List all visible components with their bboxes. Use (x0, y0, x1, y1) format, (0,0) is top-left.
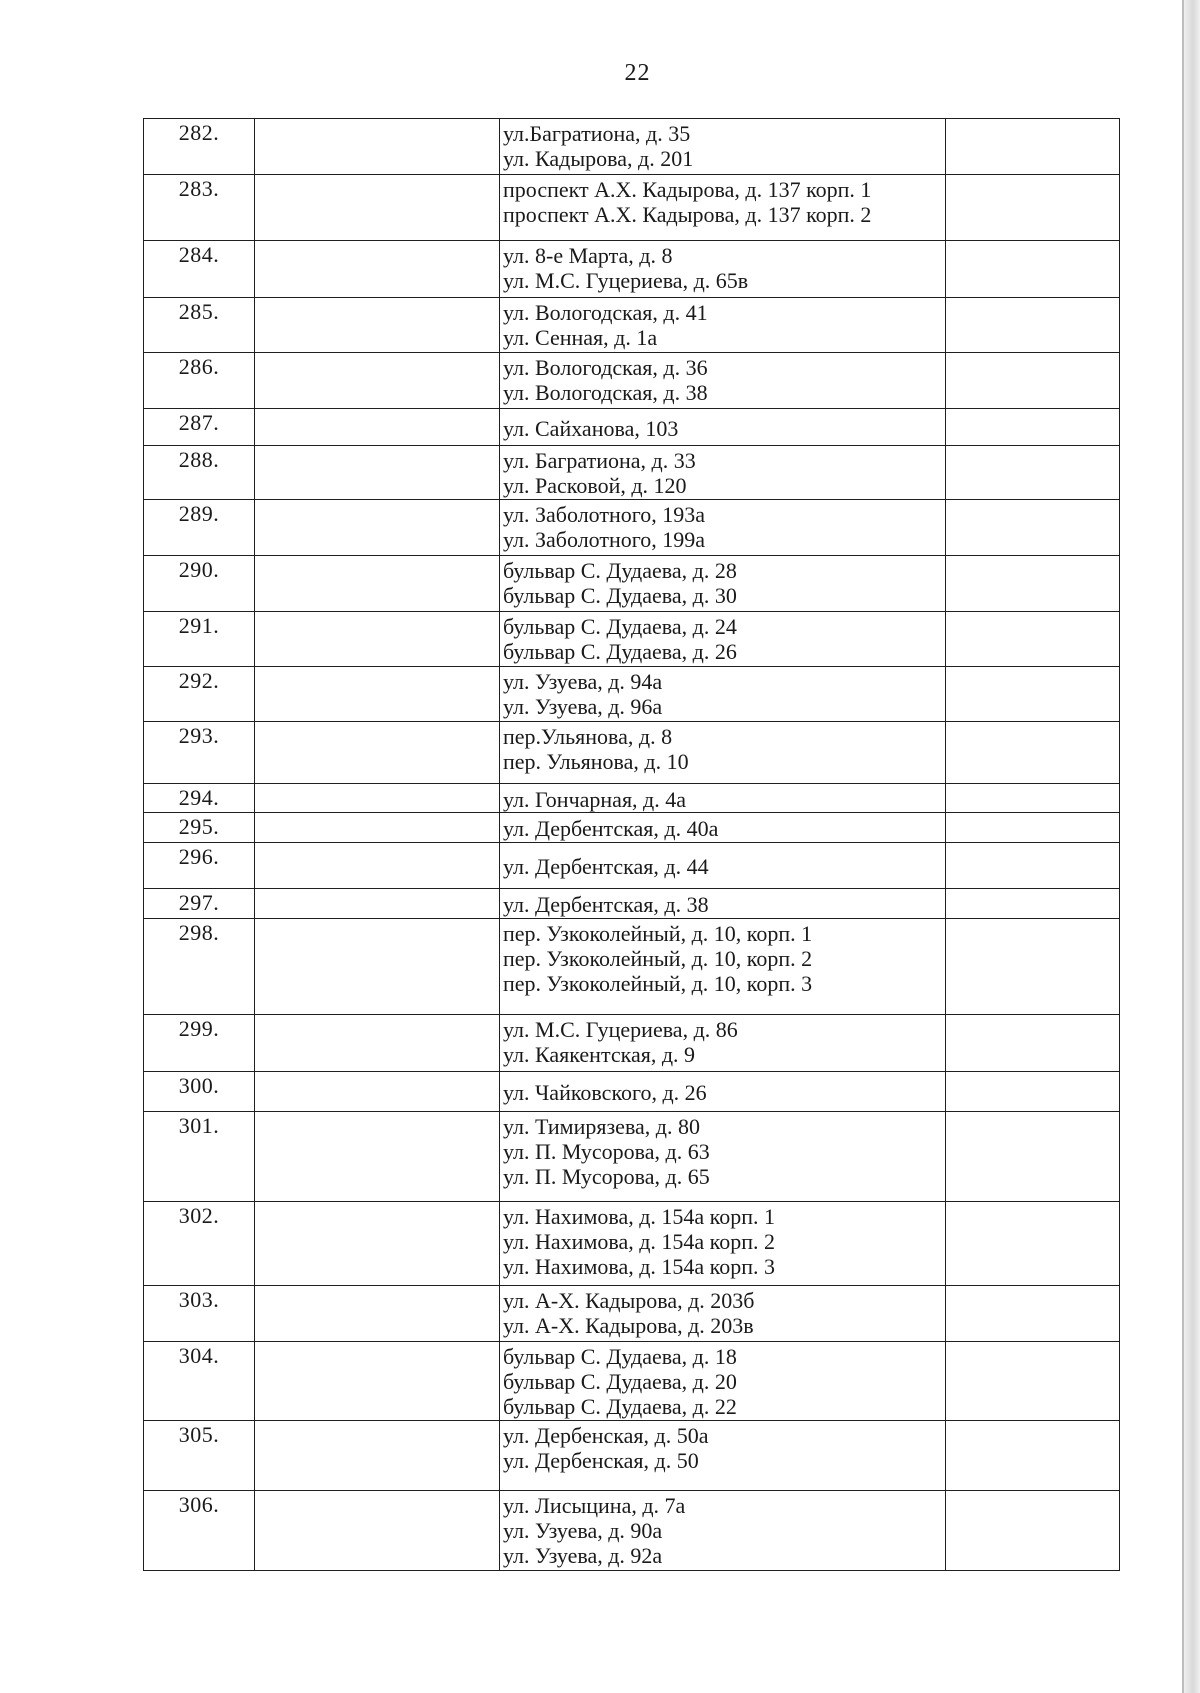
empty-cell (255, 556, 500, 612)
empty-cell (946, 500, 1120, 556)
address-line: пер. Узкоколейный, д. 10, корп. 1 (503, 921, 813, 946)
row-number: 301. (144, 1112, 255, 1202)
address-table (143, 118, 1120, 1571)
address-cell (500, 1421, 946, 1491)
address-line: ул. Дербенская, д. 50 (503, 1448, 699, 1473)
row-number: 293. (144, 722, 255, 784)
address-line: ул. Чайковского, д. 26 (503, 1080, 707, 1105)
table-row (144, 889, 1120, 919)
address-line: бульвар С. Дудаева, д. 26 (503, 639, 737, 664)
address-cell (500, 1112, 946, 1202)
address-line: бульвар С. Дудаева, д. 24 (503, 614, 737, 639)
address-line: ул. Гончарная, д. 4а (503, 786, 687, 812)
empty-cell (946, 1286, 1120, 1342)
scan-page-edge (1182, 0, 1200, 1693)
address-line: ул. П. Мусорова, д. 63 (503, 1139, 710, 1164)
address-line: пер. Узкоколейный, д. 10, корп. 3 (503, 971, 813, 996)
row-number: 290. (144, 556, 255, 612)
empty-cell (255, 1202, 500, 1286)
row-number: 297. (144, 889, 255, 919)
empty-cell (946, 919, 1120, 1015)
row-number: 289. (144, 500, 255, 556)
address-line: ул. А-Х. Кадырова, д. 203б (503, 1288, 755, 1313)
address-line: ул. Нахимова, д. 154а корп. 2 (503, 1229, 776, 1254)
address-cell (500, 919, 946, 1015)
empty-cell (946, 175, 1120, 241)
empty-cell (946, 722, 1120, 784)
table-row (144, 1015, 1120, 1072)
table-row (144, 353, 1120, 409)
empty-cell (255, 1072, 500, 1112)
scan-edge-shadow (1182, 0, 1184, 1693)
address-cell (500, 889, 946, 919)
address-line: пер. Узкоколейный, д. 10, корп. 2 (503, 946, 813, 971)
table-row (144, 667, 1120, 722)
address-line: ул. Каякентская, д. 9 (503, 1042, 696, 1067)
address-line: ул. Багратиона, д. 33 (503, 448, 696, 473)
empty-cell (255, 409, 500, 446)
address-cell (500, 241, 946, 298)
empty-cell (255, 353, 500, 409)
row-number: 295. (144, 813, 255, 843)
address-line: ул. Дербенская, д. 50а (503, 1423, 709, 1448)
empty-cell (946, 1202, 1120, 1286)
address-cell (500, 353, 946, 409)
table-row (144, 1286, 1120, 1342)
empty-cell (255, 722, 500, 784)
address-cell (500, 409, 946, 446)
table-row (144, 784, 1120, 813)
address-cell (500, 813, 946, 843)
table-row (144, 556, 1120, 612)
address-cell (500, 175, 946, 241)
empty-cell (946, 556, 1120, 612)
address-line: ул. Узуева, д. 92а (503, 1543, 663, 1568)
address-line: пер. Ульянова, д. 10 (503, 749, 689, 774)
empty-cell (946, 1491, 1120, 1571)
address-cell (500, 1202, 946, 1286)
address-cell (500, 1072, 946, 1112)
empty-cell (255, 298, 500, 353)
row-number: 303. (144, 1286, 255, 1342)
table-row (144, 1421, 1120, 1491)
address-line: ул. М.С. Гуцериева, д. 86 (503, 1017, 738, 1042)
table-row (144, 241, 1120, 298)
table-row (144, 1202, 1120, 1286)
address-line: бульвар С. Дудаева, д. 20 (503, 1369, 737, 1394)
address-line: бульвар С. Дудаева, д. 18 (503, 1344, 737, 1369)
address-line: ул. Узуева, д. 90а (503, 1518, 663, 1543)
address-line: проспект А.Х. Кадырова, д. 137 корп. 2 (503, 202, 872, 227)
empty-cell (946, 353, 1120, 409)
empty-cell (255, 1112, 500, 1202)
address-line: ул. Заболотного, 193а (503, 502, 706, 527)
address-line: ул. Узуева, д. 94а (503, 669, 663, 694)
address-line: ул. Сайханова, 103 (503, 415, 679, 441)
address-cell (500, 119, 946, 175)
empty-cell (255, 919, 500, 1015)
empty-cell (255, 500, 500, 556)
empty-cell (946, 409, 1120, 446)
table-row (144, 1491, 1120, 1571)
empty-cell (946, 667, 1120, 722)
row-number: 285. (144, 298, 255, 353)
address-cell (500, 298, 946, 353)
address-line: ул. Узуева, д. 96а (503, 694, 663, 719)
row-number: 298. (144, 919, 255, 1015)
row-number: 304. (144, 1342, 255, 1421)
row-number: 305. (144, 1421, 255, 1491)
row-number: 302. (144, 1202, 255, 1286)
empty-cell (946, 889, 1120, 919)
address-line: ул. П. Мусорова, д. 65 (503, 1164, 710, 1189)
row-number: 306. (144, 1491, 255, 1571)
address-line: ул. Расковой, д. 120 (503, 473, 687, 498)
table-row (144, 409, 1120, 446)
row-number: 294. (144, 784, 255, 813)
empty-cell (255, 446, 500, 500)
address-cell (500, 1491, 946, 1571)
address-line: ул. Тимирязева, д. 80 (503, 1114, 701, 1139)
address-line: ул. Кадырова, д. 201 (503, 146, 694, 171)
table-row (144, 813, 1120, 843)
empty-cell (946, 119, 1120, 175)
empty-cell (946, 784, 1120, 813)
empty-cell (255, 175, 500, 241)
address-cell (500, 446, 946, 500)
address-line: ул. 8-е Марта, д. 8 (503, 243, 673, 268)
empty-cell (946, 843, 1120, 889)
empty-cell (946, 813, 1120, 843)
empty-cell (946, 446, 1120, 500)
address-cell (500, 784, 946, 813)
empty-cell (255, 241, 500, 298)
address-cell (500, 667, 946, 722)
table-row (144, 500, 1120, 556)
empty-cell (946, 1342, 1120, 1421)
address-line: ул. Сенная, д. 1а (503, 325, 658, 350)
address-line: проспект А.Х. Кадырова, д. 137 корп. 1 (503, 177, 872, 202)
empty-cell (255, 843, 500, 889)
row-number: 296. (144, 843, 255, 889)
address-line: бульвар С. Дудаева, д. 30 (503, 583, 737, 608)
empty-cell (255, 1421, 500, 1491)
empty-cell (946, 1015, 1120, 1072)
empty-cell (946, 1112, 1120, 1202)
address-cell (500, 556, 946, 612)
table-row (144, 1342, 1120, 1421)
table-row (144, 612, 1120, 667)
row-number: 288. (144, 446, 255, 500)
empty-cell (255, 1286, 500, 1342)
table-row (144, 722, 1120, 784)
empty-cell (255, 119, 500, 175)
address-line: ул. Вологодская, д. 36 (503, 355, 708, 380)
table-row (144, 1112, 1120, 1202)
empty-cell (255, 1015, 500, 1072)
empty-cell (255, 667, 500, 722)
address-table-body (144, 119, 1120, 1571)
row-number: 282. (144, 119, 255, 175)
address-cell (500, 722, 946, 784)
empty-cell (255, 784, 500, 813)
row-number: 284. (144, 241, 255, 298)
table-row (144, 446, 1120, 500)
table-row (144, 919, 1120, 1015)
address-cell (500, 843, 946, 889)
address-line: ул. Вологодская, д. 38 (503, 380, 708, 405)
address-line: ул. Заболотного, 199а (503, 527, 706, 552)
address-line: ул. Дербентская, д. 40а (503, 816, 719, 841)
empty-cell (255, 612, 500, 667)
page-number: 22 (624, 60, 651, 86)
row-number: 299. (144, 1015, 255, 1072)
address-line: ул. А-Х. Кадырова, д. 203в (503, 1313, 754, 1338)
address-line: ул. Вологодская, д. 41 (503, 300, 708, 325)
address-line: ул. Нахимова, д. 154а корп. 1 (503, 1204, 776, 1229)
address-line: ул. Нахимова, д. 154а корп. 3 (503, 1254, 776, 1279)
empty-cell (946, 241, 1120, 298)
row-number: 292. (144, 667, 255, 722)
address-line: ул. М.С. Гуцериева, д. 65в (503, 268, 749, 293)
address-line: бульвар С. Дудаева, д. 28 (503, 558, 737, 583)
address-line: ул. Дербентская, д. 44 (503, 854, 709, 879)
empty-cell (946, 298, 1120, 353)
address-cell (500, 612, 946, 667)
row-number: 300. (144, 1072, 255, 1112)
address-line: пер.Ульянова, д. 8 (503, 724, 673, 749)
address-line: бульвар С. Дудаева, д. 22 (503, 1394, 737, 1419)
empty-cell (255, 813, 500, 843)
table-row (144, 298, 1120, 353)
row-number: 291. (144, 612, 255, 667)
empty-cell (946, 1072, 1120, 1112)
row-number: 283. (144, 175, 255, 241)
empty-cell (255, 1491, 500, 1571)
empty-cell (255, 1342, 500, 1421)
empty-cell (255, 889, 500, 919)
address-cell (500, 1342, 946, 1421)
address-line: ул. Дербентская, д. 38 (503, 892, 709, 917)
table-row (144, 175, 1120, 241)
address-line: ул.Багратиона, д. 35 (503, 121, 691, 146)
row-number: 287. (144, 409, 255, 446)
table-row (144, 119, 1120, 175)
address-cell (500, 1015, 946, 1072)
empty-cell (946, 1421, 1120, 1491)
address-line: ул. Лисыцина, д. 7а (503, 1493, 686, 1518)
table-row (144, 1072, 1120, 1112)
table-row (144, 843, 1120, 889)
empty-cell (946, 612, 1120, 667)
address-cell (500, 1286, 946, 1342)
row-number: 286. (144, 353, 255, 409)
address-cell (500, 500, 946, 556)
